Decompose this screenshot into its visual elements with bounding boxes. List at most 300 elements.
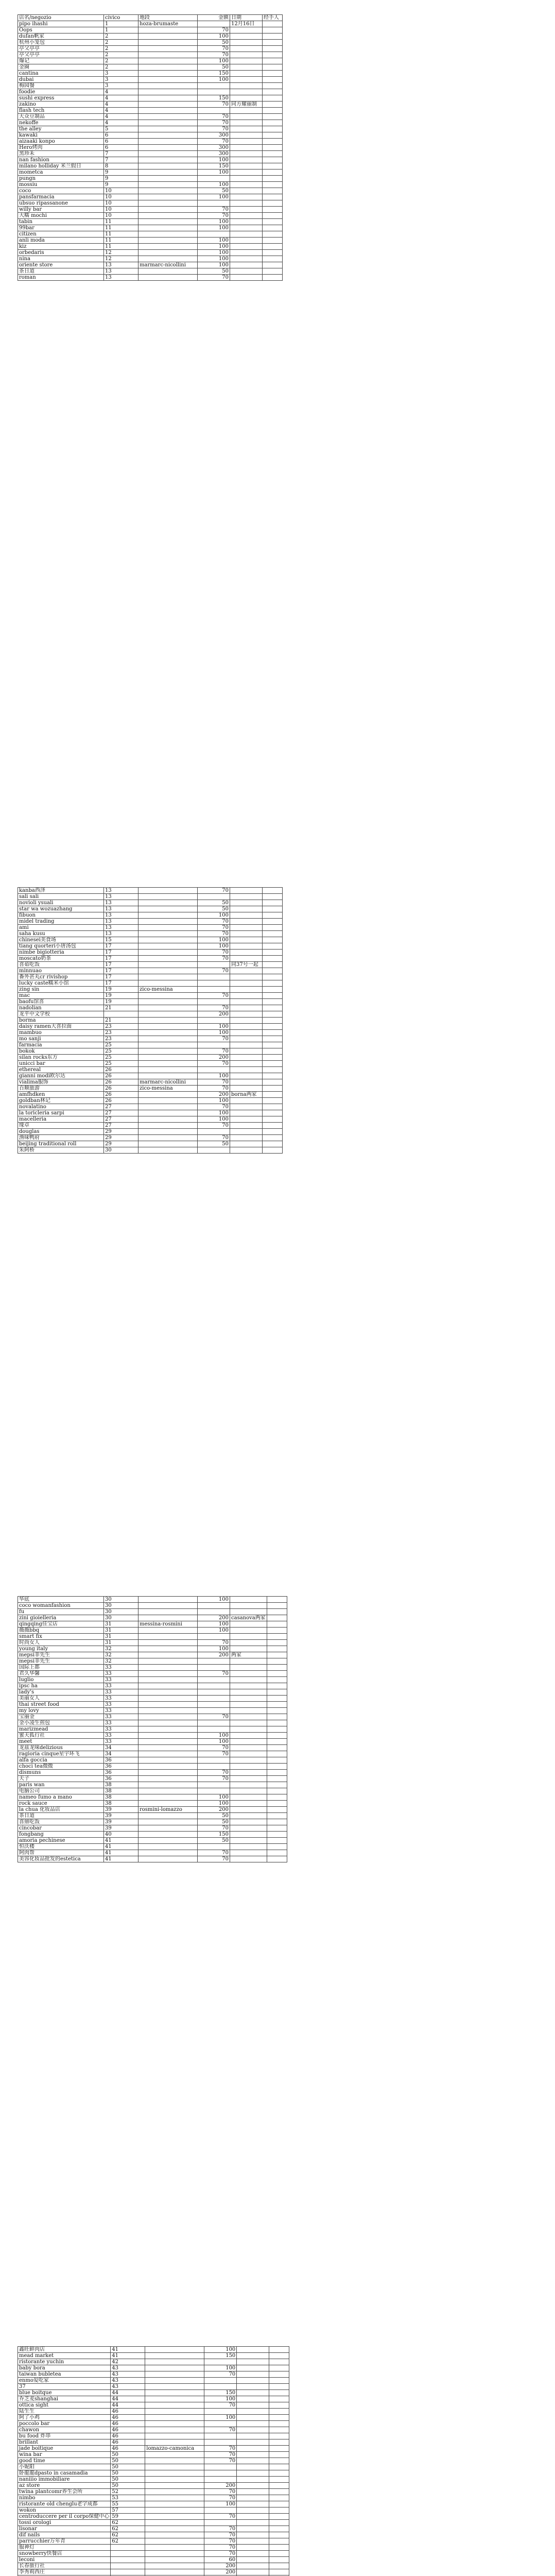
shop-name-cell: kanba西泽 xyxy=(18,888,104,894)
handler-cell xyxy=(269,2421,289,2427)
area-cell xyxy=(145,2458,204,2464)
area-cell xyxy=(138,1147,198,1154)
shop-name-cell: baofu馆喜 xyxy=(18,999,104,1005)
civic-cell: 59 xyxy=(111,2514,145,2520)
civic-cell: 13 xyxy=(104,888,138,894)
handler-cell xyxy=(263,888,283,894)
handler-cell xyxy=(267,1807,287,1813)
civic-cell: 23 xyxy=(104,1036,138,1042)
amount-cell xyxy=(204,2359,237,2365)
area-cell xyxy=(138,27,198,33)
handler-cell xyxy=(267,1689,287,1696)
amount-cell: 100 xyxy=(198,1801,230,1807)
table-row xyxy=(18,919,283,925)
civic-cell: 2 xyxy=(104,33,138,40)
handler-cell xyxy=(267,1671,287,1677)
date-cell xyxy=(230,77,263,83)
area-cell xyxy=(138,176,198,182)
amount-cell xyxy=(198,1696,230,1702)
civic-cell: 50 xyxy=(111,2470,145,2477)
area-cell xyxy=(138,1708,198,1714)
date-cell xyxy=(230,900,263,906)
civic-cell: 5 xyxy=(104,126,138,132)
handler-cell xyxy=(267,1621,287,1628)
handler-cell xyxy=(263,256,283,262)
shop-name-cell: baby bora xyxy=(18,2365,111,2371)
amount-cell: 金额 xyxy=(198,15,230,21)
civic-cell: 3 xyxy=(104,77,138,83)
table-row xyxy=(18,1751,287,1757)
shop-name-cell: twina plantcomr养生会所 xyxy=(18,2489,111,2495)
shop-name-cell: ubsuo ripassanone xyxy=(18,200,104,207)
civic-cell: 17 xyxy=(104,943,138,950)
area-cell xyxy=(145,2452,204,2458)
shop-name-cell: brillant xyxy=(18,2439,111,2446)
civic-cell: 31 xyxy=(104,1640,138,1646)
area-cell xyxy=(138,1603,198,1609)
amount-cell: 70 xyxy=(198,1770,230,1776)
shop-name-cell: nina xyxy=(18,256,104,262)
date-cell xyxy=(230,1751,267,1757)
handler-cell xyxy=(263,275,283,281)
civic-cell: 50 xyxy=(111,2458,145,2464)
shop-name-cell: sushi express xyxy=(18,95,104,101)
area-cell xyxy=(138,1677,198,1683)
civic-cell: 41 xyxy=(104,1850,138,1856)
amount-cell: 50 xyxy=(198,64,230,71)
shop-name-cell: gianni modi欧尔达 xyxy=(18,1073,104,1079)
amount-cell xyxy=(198,894,230,900)
shop-name-cell: ristorante yuchin xyxy=(18,2359,111,2365)
handler-cell xyxy=(269,2353,289,2359)
date-cell xyxy=(230,1726,267,1733)
shop-name-cell: 鑫旺鲜肉店 xyxy=(18,2347,111,2353)
shop-name-cell: bu food 炸串 xyxy=(18,2433,111,2439)
sheet-page-1 xyxy=(0,0,555,752)
area-cell xyxy=(138,1615,198,1621)
area-cell xyxy=(138,95,198,101)
sheet-page-2 xyxy=(0,751,555,1503)
table-row xyxy=(18,101,283,108)
amount-cell: 100 xyxy=(198,1116,230,1123)
shop-name-cell: ragioria cinque星宇环飞 xyxy=(18,1751,104,1757)
date-cell xyxy=(230,1098,263,1104)
table-row xyxy=(18,52,283,58)
amount-cell xyxy=(198,1702,230,1708)
handler-cell xyxy=(263,962,283,968)
date-cell xyxy=(230,1733,267,1739)
shop-name-cell: lucky caste糯米小馆 xyxy=(18,980,104,987)
amount-cell: 200 xyxy=(198,1092,230,1098)
date-cell xyxy=(230,1825,267,1832)
handler-cell xyxy=(263,1048,283,1055)
area-cell xyxy=(138,1770,198,1776)
shop-name-cell: aizaaki konpo xyxy=(18,139,104,145)
area-cell xyxy=(138,1135,198,1141)
date-cell xyxy=(230,95,263,101)
date-cell xyxy=(230,1794,267,1801)
civic-cell: 44 xyxy=(111,2402,145,2409)
amount-cell: 100 xyxy=(204,2501,237,2507)
civic-cell: 46 xyxy=(111,2415,145,2421)
area-cell xyxy=(138,58,198,64)
amount-cell: 150 xyxy=(204,2390,237,2396)
civic-cell: 34 xyxy=(104,1751,138,1757)
amount-cell: 100 xyxy=(198,1621,230,1628)
date-cell xyxy=(230,1776,267,1782)
shop-name-cell: daisy ramen大喜拉面 xyxy=(18,1024,104,1030)
table-row xyxy=(18,1129,283,1135)
area-cell xyxy=(138,151,198,157)
amount-cell: 100 xyxy=(198,194,230,200)
table-row xyxy=(18,906,283,912)
handler-cell xyxy=(263,163,283,170)
handler-cell xyxy=(269,2489,289,2495)
handler-cell xyxy=(267,1794,287,1801)
table-row xyxy=(18,33,283,40)
date-cell xyxy=(230,1757,267,1764)
table-row xyxy=(18,912,283,919)
handler-cell xyxy=(269,2563,289,2569)
date-cell: 同37号一起 xyxy=(230,962,263,968)
table-row xyxy=(18,1042,283,1048)
shop-name-cell: ami xyxy=(18,925,104,931)
date-cell xyxy=(230,1658,267,1665)
date-cell xyxy=(230,1646,267,1652)
area-cell xyxy=(138,925,198,931)
table-row xyxy=(18,888,283,894)
date-cell xyxy=(230,906,263,912)
civic-cell: 25 xyxy=(104,1061,138,1067)
amount-cell xyxy=(198,962,230,968)
shop-name-cell: mac xyxy=(18,993,104,999)
area-cell xyxy=(138,213,198,219)
civic-cell: 46 xyxy=(111,2446,145,2452)
shop-name-cell: foodie xyxy=(18,89,104,95)
area-cell xyxy=(138,1776,198,1782)
handler-cell xyxy=(263,1116,283,1123)
shop-name-cell: pansfarmacia xyxy=(18,194,104,200)
amount-cell: 70 xyxy=(198,114,230,120)
sheet-page-4 xyxy=(0,2253,555,2576)
date-cell xyxy=(230,71,263,77)
amount-cell: 200 xyxy=(198,1055,230,1061)
shop-name-cell: amoria pechinese xyxy=(18,1838,104,1844)
shop-name-cell: willy bar xyxy=(18,207,104,213)
area-cell xyxy=(145,2489,204,2495)
table-row xyxy=(18,163,283,170)
area-cell xyxy=(138,1714,198,1720)
date-cell xyxy=(237,2551,269,2557)
shop-name-cell: dismuns xyxy=(18,1770,104,1776)
handler-cell xyxy=(263,894,283,900)
shop-name-cell: coco xyxy=(18,188,104,194)
area-cell xyxy=(138,1116,198,1123)
date-cell xyxy=(237,2557,269,2563)
shop-name-cell: minnuao xyxy=(18,968,104,974)
amount-cell: 70 xyxy=(198,101,230,108)
date-cell xyxy=(230,987,263,993)
handler-cell xyxy=(263,937,283,943)
table-row xyxy=(18,126,283,132)
table-row xyxy=(18,1844,287,1850)
shop-name-cell: lady's xyxy=(18,1689,104,1696)
date-cell xyxy=(237,2464,269,2470)
table-row xyxy=(18,1671,287,1677)
table-row xyxy=(18,151,283,157)
shop-name-cell: qingqing佳宝店 xyxy=(18,1621,104,1628)
handler-cell xyxy=(263,931,283,937)
date-cell xyxy=(230,980,263,987)
date-cell xyxy=(230,120,263,126)
area-cell xyxy=(138,1646,198,1652)
table-row xyxy=(18,1628,287,1634)
date-cell xyxy=(237,2402,269,2409)
shop-name-cell: 缘卓 xyxy=(18,1123,104,1129)
civic-cell: 33 xyxy=(104,1671,138,1677)
shop-name-cell: mometca xyxy=(18,170,104,176)
date-cell xyxy=(237,2545,269,2551)
amount-cell xyxy=(198,999,230,1005)
amount-cell: 100 xyxy=(198,58,230,64)
date-cell xyxy=(230,1782,267,1788)
amount-cell: 70 xyxy=(198,46,230,52)
shop-name-cell: poccolo bar xyxy=(18,2421,111,2427)
shop-list-table xyxy=(18,14,283,281)
table-row xyxy=(18,1739,287,1745)
date-cell xyxy=(237,2427,269,2433)
table-row xyxy=(18,2557,289,2563)
civic-cell: 62 xyxy=(111,2538,145,2545)
civic-cell: 2 xyxy=(104,46,138,52)
civic-cell: 44 xyxy=(111,2396,145,2402)
table-row xyxy=(18,1104,283,1110)
date-cell xyxy=(230,176,263,182)
table-row xyxy=(18,2538,289,2545)
area-cell xyxy=(145,2384,204,2390)
area-cell xyxy=(138,1788,198,1794)
date-cell: casanova两家 xyxy=(230,1615,267,1621)
date-cell xyxy=(230,40,263,46)
area-cell xyxy=(138,1813,198,1819)
amount-cell: 300 xyxy=(198,145,230,151)
area-cell xyxy=(138,919,198,925)
area-cell xyxy=(145,2378,204,2384)
shop-name-cell: milano holliday 米兰假日 xyxy=(18,163,104,170)
shop-name-cell: ipsc ha xyxy=(18,1683,104,1689)
handler-cell xyxy=(269,2532,289,2538)
table-row xyxy=(18,2402,289,2409)
amount-cell: 70 xyxy=(204,2532,237,2538)
civic-cell: 32 xyxy=(104,1658,138,1665)
table-row xyxy=(18,2378,289,2384)
area-cell xyxy=(145,2421,204,2427)
handler-cell xyxy=(263,993,283,999)
area-cell xyxy=(138,89,198,95)
date-cell xyxy=(230,1702,267,1708)
table-row xyxy=(18,974,283,980)
area-cell xyxy=(145,2359,204,2365)
date-cell: 日期 xyxy=(230,15,263,21)
area-cell xyxy=(138,120,198,126)
area-cell: rosmini-lomazzo xyxy=(138,1807,198,1813)
civic-cell: 11 xyxy=(104,225,138,231)
shop-name-cell: 喜鼎吃饭 xyxy=(18,1819,104,1825)
shop-name-cell: 天子 xyxy=(18,1776,104,1782)
amount-cell xyxy=(198,1720,230,1726)
amount-cell: 100 xyxy=(198,170,230,176)
handler-cell xyxy=(263,207,283,213)
handler-cell xyxy=(267,1844,287,1850)
civic-cell: 31 xyxy=(104,1634,138,1640)
area-cell xyxy=(138,126,198,132)
date-cell xyxy=(237,2458,269,2464)
area-cell xyxy=(138,1702,198,1708)
date-cell xyxy=(230,1745,267,1751)
table-row xyxy=(18,213,283,219)
table-row xyxy=(18,1832,287,1838)
area-cell xyxy=(138,114,198,120)
amount-cell: 100 xyxy=(198,256,230,262)
table-row xyxy=(18,27,283,33)
table-row xyxy=(18,170,283,176)
date-cell xyxy=(230,888,263,894)
date-cell xyxy=(237,2470,269,2477)
area-cell xyxy=(138,225,198,231)
amount-cell xyxy=(204,2384,237,2390)
amount-cell: 70 xyxy=(198,27,230,33)
date-cell xyxy=(230,1104,263,1110)
amount-cell: 70 xyxy=(198,1086,230,1092)
shop-name-cell: 陆生生 xyxy=(18,2409,111,2415)
handler-cell xyxy=(263,1055,283,1061)
handler-cell xyxy=(263,225,283,231)
table-row xyxy=(18,1597,287,1603)
area-cell xyxy=(138,1838,198,1844)
area-cell xyxy=(138,937,198,943)
shop-name-cell: parrucchier万年青 xyxy=(18,2538,111,2545)
civic-cell: 13 xyxy=(104,262,138,268)
date-cell xyxy=(230,1061,263,1067)
civic-cell: 31 xyxy=(104,1621,138,1628)
civic-cell: 11 xyxy=(104,244,138,250)
date-cell xyxy=(230,943,263,950)
handler-cell xyxy=(267,1646,287,1652)
table-row xyxy=(18,139,283,145)
amount-cell xyxy=(204,2433,237,2439)
amount-cell: 150 xyxy=(198,1832,230,1838)
handler-cell xyxy=(263,1110,283,1116)
amount-cell: 70 xyxy=(198,1745,230,1751)
area-cell xyxy=(138,1832,198,1838)
amount-cell: 70 xyxy=(204,2545,237,2551)
handler-cell xyxy=(269,2520,289,2526)
handler-cell xyxy=(269,2347,289,2353)
amount-cell: 100 xyxy=(198,225,230,231)
amount-cell: 100 xyxy=(204,2365,237,2371)
date-cell xyxy=(237,2439,269,2446)
amount-cell xyxy=(198,974,230,980)
civic-cell: 43 xyxy=(111,2365,145,2371)
amount-cell: 70 xyxy=(198,925,230,931)
table-row xyxy=(18,1757,287,1764)
table-row xyxy=(18,114,283,120)
handler-cell xyxy=(269,2371,289,2378)
handler-cell xyxy=(267,1739,287,1745)
area-cell xyxy=(138,207,198,213)
area-cell xyxy=(138,906,198,912)
area-cell xyxy=(138,999,198,1005)
civic-cell: 13 xyxy=(104,931,138,937)
amount-cell: 50 xyxy=(198,1819,230,1825)
date-cell xyxy=(230,956,263,962)
handler-cell xyxy=(263,101,283,108)
amount-cell xyxy=(204,2477,237,2483)
date-cell xyxy=(230,238,263,244)
table-row xyxy=(18,1683,287,1689)
civic-cell: 11 xyxy=(104,231,138,238)
handler-cell xyxy=(263,1141,283,1147)
civic-cell: 9 xyxy=(104,182,138,188)
handler-cell xyxy=(263,1129,283,1135)
shop-name-cell: nekoffe xyxy=(18,120,104,126)
civic-cell: 38 xyxy=(104,1782,138,1788)
table-row xyxy=(18,900,283,906)
area-cell xyxy=(145,2477,204,2483)
civic-cell: 21 xyxy=(104,1018,138,1024)
sheet-page-3 xyxy=(0,1502,555,2254)
shop-name-cell: wokon xyxy=(18,2507,111,2514)
area-cell xyxy=(145,2439,204,2446)
date-cell xyxy=(230,999,263,1005)
amount-cell: 70 xyxy=(198,993,230,999)
area-cell xyxy=(145,2563,204,2569)
shop-name-cell: jade boitique xyxy=(18,2446,111,2452)
amount-cell xyxy=(204,2470,237,2477)
date-cell xyxy=(230,1770,267,1776)
handler-cell xyxy=(263,145,283,151)
handler-cell xyxy=(267,1782,287,1788)
shop-name-cell: kiz xyxy=(18,244,104,250)
civic-cell: 26 xyxy=(104,1098,138,1104)
handler-cell xyxy=(263,52,283,58)
shop-name-cell: douglas xyxy=(18,1129,104,1135)
table-row xyxy=(18,1782,287,1788)
civic-cell: 4 xyxy=(104,108,138,114)
area-cell xyxy=(138,956,198,962)
amount-cell: 70 xyxy=(198,931,230,937)
civic-cell xyxy=(111,2557,145,2563)
table-row xyxy=(18,40,283,46)
civic-cell: 8 xyxy=(104,163,138,170)
amount-cell: 70 xyxy=(198,126,230,132)
amount-cell: 70 xyxy=(204,2446,237,2452)
table-row xyxy=(18,1098,283,1104)
area-cell xyxy=(138,52,198,58)
date-cell xyxy=(230,1677,267,1683)
table-row xyxy=(18,1733,287,1739)
area-cell xyxy=(138,888,198,894)
amount-cell: 70 xyxy=(204,2495,237,2501)
date-cell xyxy=(230,1055,263,1061)
table-row xyxy=(18,1061,283,1067)
amount-cell: 70 xyxy=(204,2371,237,2378)
handler-cell xyxy=(263,200,283,207)
shop-name-cell: ottica sight xyxy=(18,2402,111,2409)
amount-cell xyxy=(198,1042,230,1048)
amount-cell xyxy=(198,1147,230,1154)
shop-name-cell: novioli ysuali xyxy=(18,900,104,906)
